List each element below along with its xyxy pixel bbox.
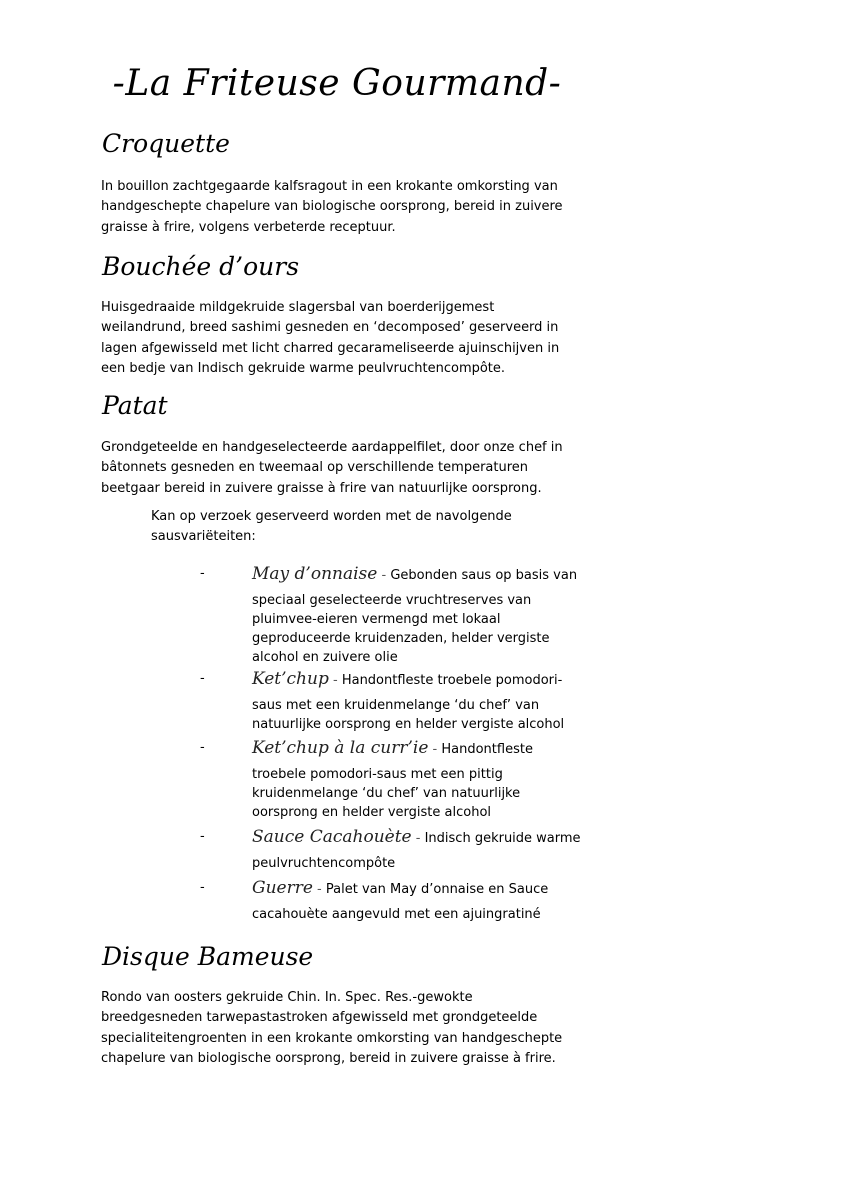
- sauce-separator: -: [415, 831, 421, 846]
- heading-patat: Patat: [102, 391, 168, 420]
- description-line: een bedje van Indisch gekruide warme peulvruchtencompôte.: [101, 360, 506, 376]
- description-line: bâtonnets gesneden en tweemaal op verschillende temperaturen: [101, 460, 529, 476]
- description-line: handgeschepte chapelure van biologische oorsprong, bereid in zuivere: [101, 199, 563, 215]
- sauce-description: [252, 765, 520, 822]
- description-line: Grondgeteelde en handgeselecteerde aardappelfilet, door onze chef in: [101, 440, 563, 455]
- sauce-first-line: [252, 666, 562, 694]
- sauce-intro-line: Kan op verzoek geserveerd worden met de navolgende: [151, 509, 512, 524]
- sauce-first-line: [252, 875, 548, 903]
- bullet-dash: -: [200, 740, 205, 755]
- sauce-description-line: oorsprong en helder vergiste alcohol: [252, 805, 492, 820]
- sauce-description: [252, 696, 564, 734]
- sauce-description: [252, 854, 395, 873]
- sauce-name: Guerre: [252, 878, 313, 898]
- sauce-description-line: speciaal geselecteerde vruchtreserves van: [252, 593, 532, 608]
- heading-disque-bameuse: Disque Bameuse: [102, 942, 314, 971]
- description-line: Huisgedraaide mildgekruide slagersbal van boerderijgemest: [101, 300, 495, 315]
- sauce-description-line: geproduceerde kruidenzaden, helder vergiste: [252, 631, 550, 646]
- sauce-description-start: Indisch gekruide warme: [424, 831, 581, 846]
- bullet-dash: -: [200, 566, 205, 581]
- description-line: lagen afgewisseld met licht charred gecarameliseerde ajuinschijven in: [101, 340, 560, 356]
- description-disque-bameuse: [101, 988, 571, 1069]
- bullet-dash: -: [200, 880, 205, 895]
- sauce-separator: -: [317, 882, 322, 897]
- description-line: Rondo van oosters gekruide Chin. In. Spec. Res.-gewokte: [101, 990, 473, 1005]
- description-croquette: [101, 177, 571, 238]
- sauce-description-start: Palet van May d’onnaise en Sauce: [325, 882, 549, 897]
- bullet-dash: -: [200, 829, 205, 844]
- sauce-separator: -: [332, 673, 338, 688]
- sauce-description-line: cacahouète aangevuld met een ajuingratiné: [252, 907, 541, 922]
- sauce-name: May d’onnaise: [252, 564, 378, 584]
- description-line: beetgaar bereid in zuivere graisse à frire van natuurlijke oorsprong.: [101, 480, 542, 496]
- sauce-description-line: natuurlijke oorsprong en helder vergiste alcohol: [252, 717, 565, 732]
- description-bouchee-dours: [101, 298, 571, 379]
- sauce-name: Sauce Cacahouète: [252, 827, 412, 847]
- description-line: graisse à frire, volgens verbeterde receptuur.: [101, 219, 396, 235]
- sauce-description: [252, 905, 541, 924]
- sauce-description: [252, 591, 550, 667]
- sauce-description-line: kruidenmelange ‘du chef’ van natuurlijke: [252, 786, 521, 801]
- heading-bouchee-dours: Bouchée d’ours: [102, 252, 300, 281]
- sauce-description-start: Handontfleste: [441, 742, 533, 757]
- description-line: chapelure van biologische oorsprong, bereid in zuivere graisse à frire.: [101, 1050, 556, 1066]
- sauce-name: Ket’chup: [252, 669, 329, 689]
- sauce-intro: [151, 507, 512, 548]
- sauce-intro-line: sausvariëteiten:: [151, 529, 256, 545]
- heading-croquette: Croquette: [102, 129, 230, 158]
- sauce-description-start: Gebonden saus op basis van: [390, 568, 578, 583]
- sauce-first-line: [252, 735, 533, 763]
- sauce-description-line: saus met een kruidenmelange ‘du chef’ van: [252, 698, 540, 713]
- description-patat: [101, 438, 571, 499]
- sauce-description-line: pluimvee-eieren vermengd met lokaal: [252, 612, 501, 627]
- menu-title: -La Friteuse Gourmand-: [112, 63, 562, 104]
- sauce-first-line: [252, 824, 581, 852]
- sauce-name: Ket’chup à la curr’ie: [252, 738, 429, 758]
- sauce-first-line: [252, 561, 577, 589]
- description-line: specialiteitengroenten in een krokante omkorsting van handgeschepte: [101, 1030, 563, 1046]
- bullet-dash: -: [200, 671, 205, 686]
- sauce-separator: -: [381, 568, 387, 583]
- description-line: In bouillon zachtgegaarde kalfsragout in een krokante omkorsting van: [101, 179, 558, 194]
- sauce-description-line: alcohol en zuivere olie: [252, 650, 398, 665]
- description-line: weilandrund, breed sashimi gesneden en ‘decomposed’ geserveerd in: [101, 320, 559, 336]
- sauce-description-line: peulvruchtencompôte: [252, 856, 396, 871]
- sauce-separator: -: [432, 742, 438, 757]
- description-line: breedgesneden tarwepastastroken afgewisseld met grondgeteelde: [101, 1010, 538, 1026]
- sauce-description-start: Handontfleste troebele pomodori-: [341, 673, 563, 688]
- sauce-description-line: troebele pomodori-saus met een pittig: [252, 767, 503, 782]
